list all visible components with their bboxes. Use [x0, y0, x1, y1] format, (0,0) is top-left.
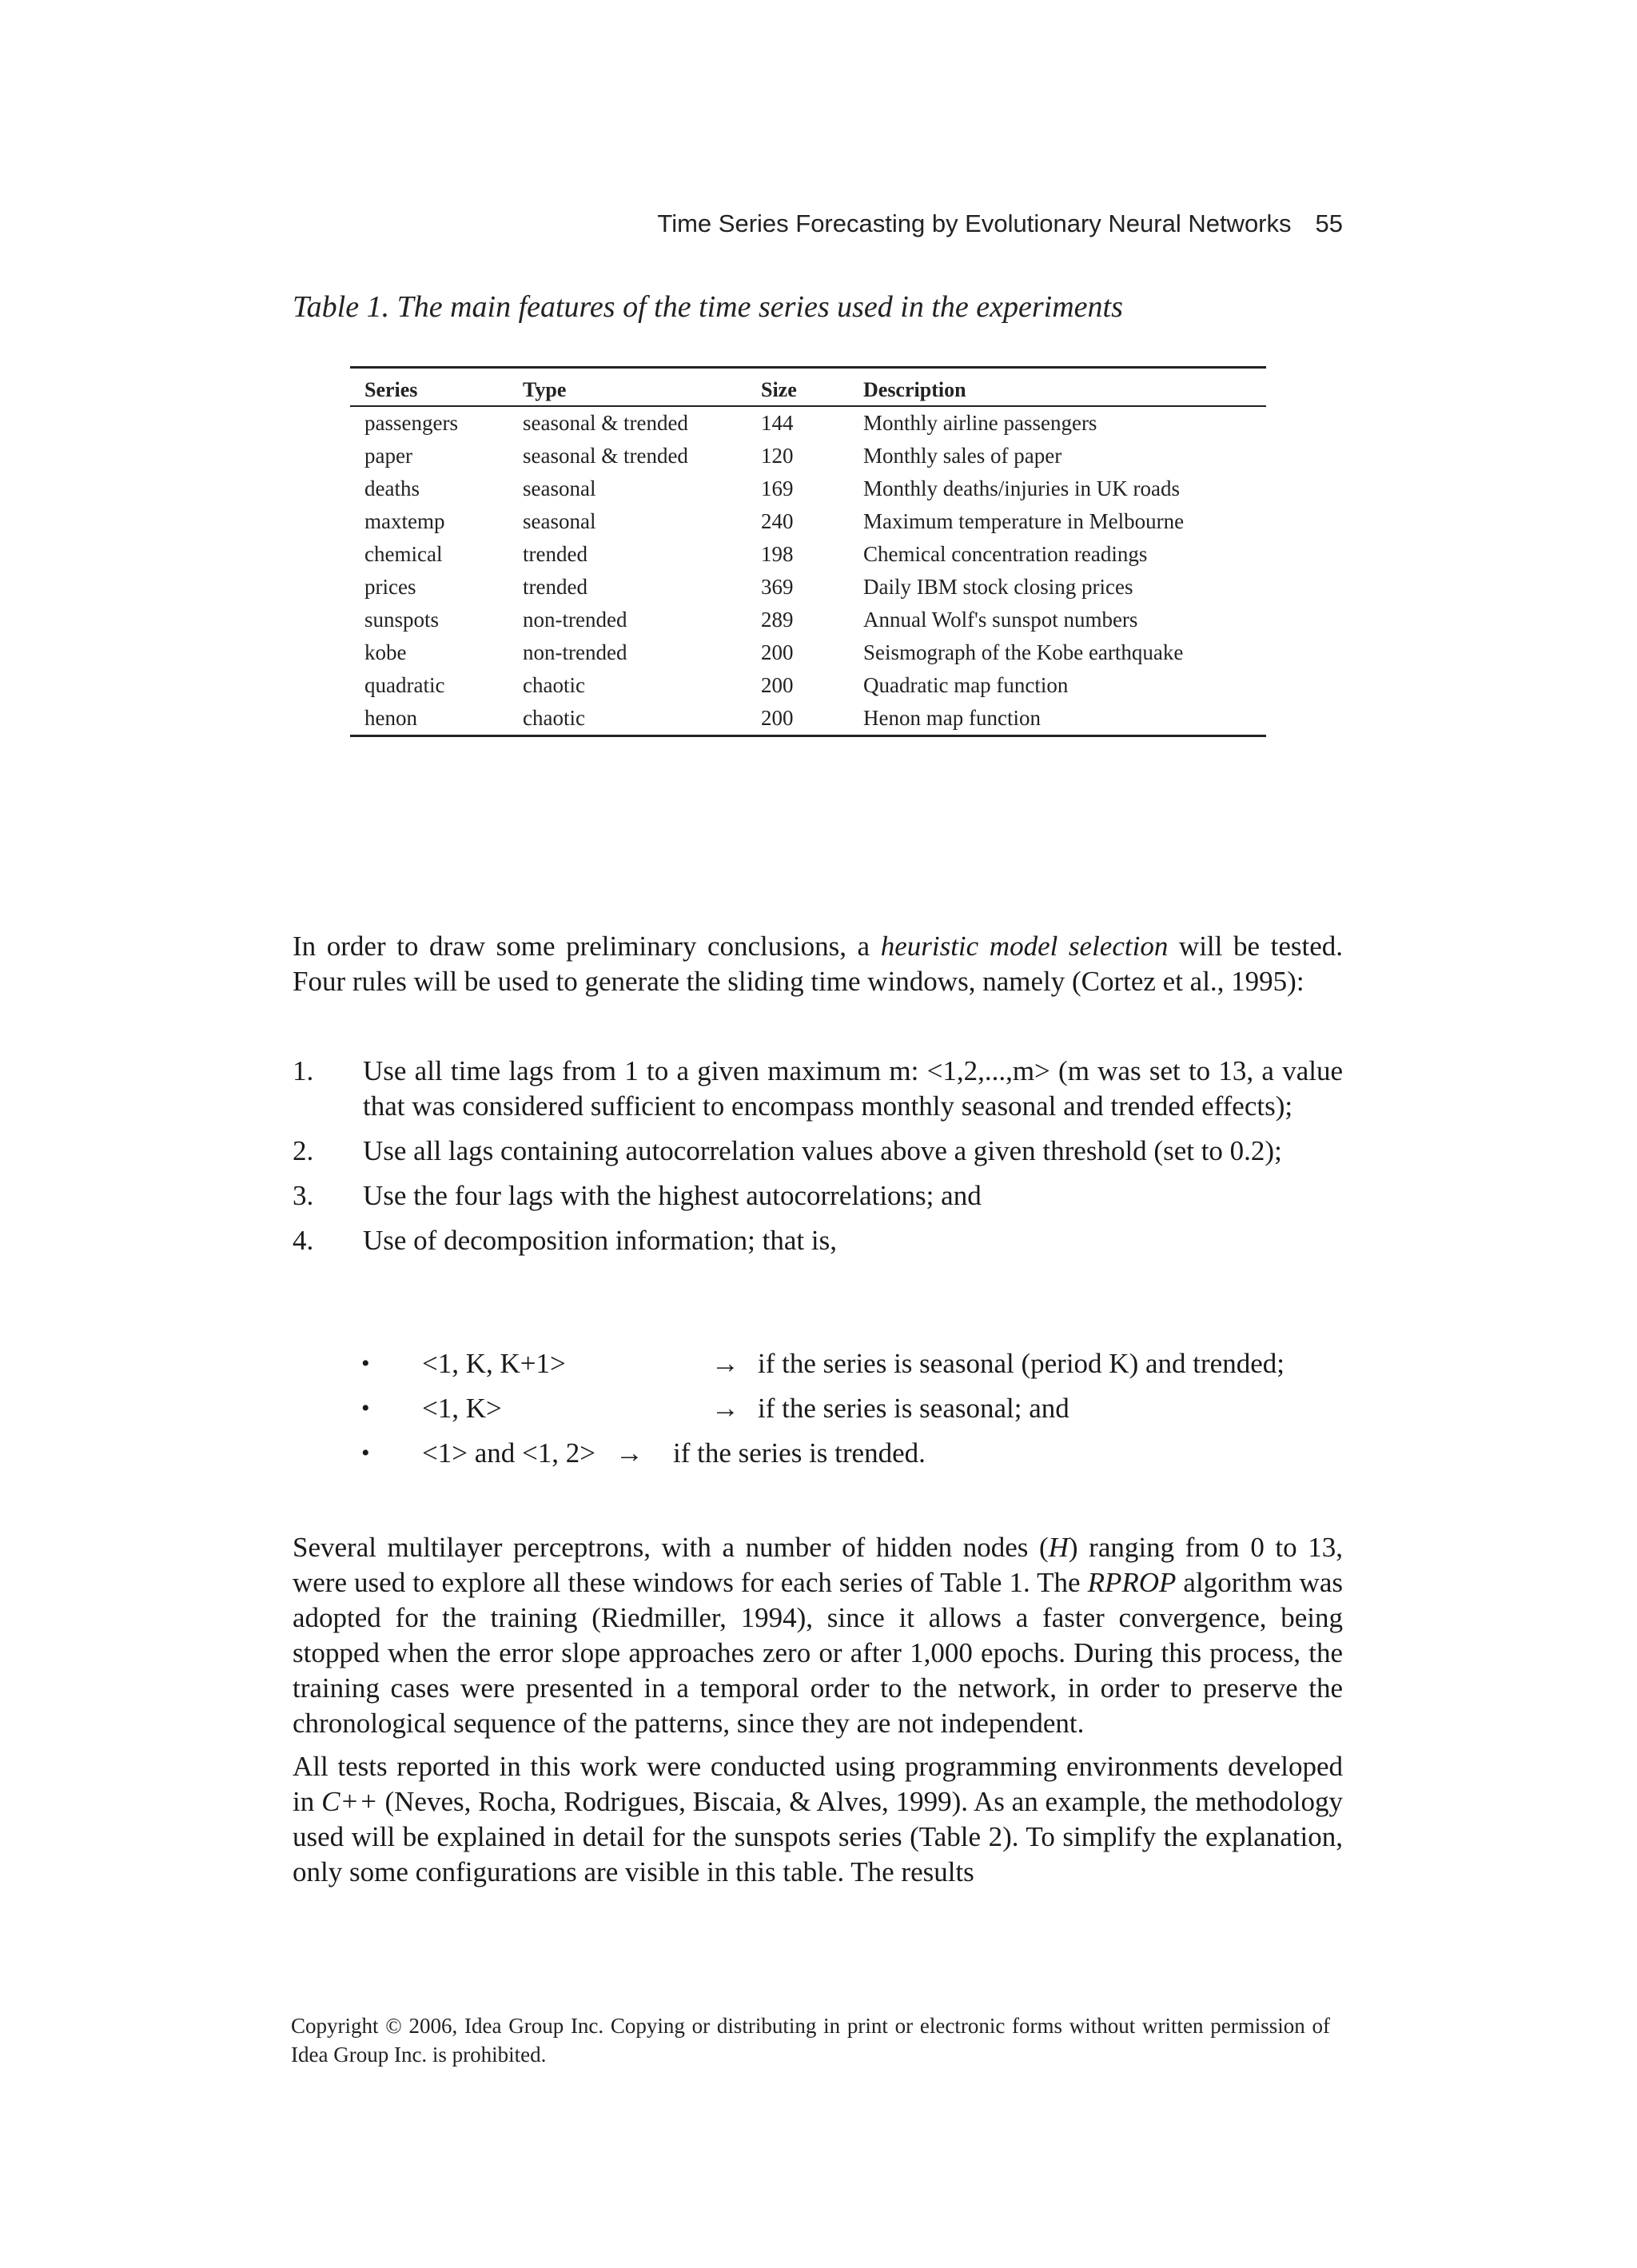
text-run: algorithm was adopted for the training (Riedmiller, 1994), since it allows a faster convergence, being stopped when the error slope approaches zero or after 1,000 epochs. During this process, the training cases were presented in a temporal order to the network, in order to preserve the chronological sequence of the patterns, since they are not independent.	[293, 1567, 1343, 1739]
cell-type: chaotic	[508, 702, 747, 736]
bullet-icon: •	[361, 1440, 370, 1466]
condition-text: if the series is trended.	[673, 1437, 926, 1469]
table-caption: Table 1. The main features of the time series used in the experiments	[293, 290, 1123, 324]
list-text: Use all lags containing autocorrelation values above a given threshold (set to 0.2);	[363, 1135, 1282, 1166]
table-row	[350, 669, 1266, 702]
condition-text: if the series is seasonal; and	[758, 1393, 1069, 1424]
running-head	[288, 209, 1343, 238]
cell-type: trended	[523, 575, 587, 599]
cell-description: Monthly airline passengers	[863, 411, 1097, 435]
features-table	[350, 366, 1266, 737]
copyright-notice: Copyright © 2006, Idea Group Inc. Copying or distributing in print or electronic forms without written permission of Idea Group Inc. is prohibited.	[291, 2014, 1330, 2067]
lag-set: <1, K>	[422, 1393, 502, 1424]
text-run: will be tested. Four rules will be used to generate the sliding time windows, namely (Cortez et al., 1995):	[293, 931, 1344, 997]
list-number: 4.	[293, 1225, 314, 1256]
cell-description: Monthly sales of paper	[863, 444, 1062, 468]
emphasis: heuristic model selection	[880, 931, 1169, 962]
paragraph-heuristic	[293, 929, 1343, 999]
cell-type: seasonal	[523, 476, 596, 500]
cell-series: quadratic	[364, 673, 445, 697]
table-row	[350, 702, 1266, 736]
cell-size: 369	[761, 575, 794, 599]
bullet-icon: •	[361, 1395, 370, 1421]
table-row	[350, 571, 1266, 604]
lag-set: <1, K, K+1>	[422, 1348, 566, 1379]
table-row	[350, 472, 1266, 505]
column-header-description: Description	[849, 368, 1266, 407]
cell-description: Quadratic map function	[863, 673, 1069, 697]
cell-description: Daily IBM stock closing prices	[863, 575, 1133, 599]
cell-series: kobe	[364, 640, 407, 664]
table-header-row	[350, 368, 1266, 407]
cell-type: seasonal	[523, 509, 596, 533]
table-row	[350, 538, 1266, 571]
cell-description: Henon map function	[849, 702, 1266, 736]
bullet-item	[361, 1391, 1343, 1436]
cell-size: 169	[761, 476, 794, 500]
list-text: Use all time lags from 1 to a given maximum m: <1,2,...,m> (m was set to 13, a value that was considered sufficient to encompass monthly seasonal and trended effects);	[363, 1055, 1343, 1122]
column-header-size: Size	[747, 368, 849, 407]
condition-text: if the series is seasonal (period K) and trended;	[758, 1348, 1285, 1379]
emphasis: RPROP	[1087, 1567, 1177, 1598]
cell-size: 198	[761, 542, 794, 566]
cell-size: 200	[761, 640, 794, 664]
emphasis: C++	[321, 1786, 378, 1817]
cell-type: trended	[523, 542, 587, 566]
paragraph-perceptrons	[293, 1530, 1343, 1741]
list-number: 2.	[293, 1135, 314, 1166]
arrow-icon: →	[711, 1393, 739, 1424]
rules-list	[293, 1054, 1343, 1268]
table-row	[350, 505, 1266, 538]
list-item	[293, 1134, 1343, 1169]
cell-series: passengers	[364, 411, 458, 435]
column-header-series: Series	[350, 368, 508, 407]
cell-size: 120	[761, 444, 794, 468]
page-number: 55	[1315, 209, 1343, 237]
table-row	[350, 406, 1266, 440]
cell-series: deaths	[364, 476, 420, 500]
cell-size: 200	[761, 673, 794, 697]
cell-description: Annual Wolf's sunspot numbers	[863, 608, 1138, 632]
cell-description: Seismograph of the Kobe earthquake	[863, 640, 1184, 664]
list-number: 3.	[293, 1180, 314, 1211]
cell-type: non-trended	[523, 608, 627, 632]
table-row	[350, 636, 1266, 669]
cell-type: seasonal & trended	[523, 411, 688, 435]
column-header-type: Type	[508, 368, 747, 407]
list-text: Use of decomposition information; that is,	[363, 1225, 837, 1256]
cell-size: 144	[761, 411, 794, 435]
cell-type: non-trended	[523, 640, 627, 664]
cell-series: chemical	[364, 542, 443, 566]
paragraph-tests	[293, 1749, 1343, 1890]
bullet-icon: •	[361, 1350, 370, 1377]
cell-description: Monthly deaths/injuries in UK roads	[863, 476, 1180, 500]
cell-type: seasonal & trended	[523, 444, 688, 468]
text-run: (Neves, Rocha, Rodrigues, Biscaia, & Alves, 1999). As an example, the methodology used will be explained in detail for the sunspots series (Table 2). To simplify the explanation, only some configurations are visible in this table. The results	[293, 1786, 1343, 1887]
table-row	[350, 440, 1266, 472]
cell-size: 240	[761, 509, 794, 533]
bullet-item	[361, 1436, 1343, 1481]
cell-size: 200	[747, 702, 849, 736]
arrow-icon: →	[615, 1437, 643, 1469]
cell-series: paper	[364, 444, 412, 468]
lag-set: <1> and <1, 2>	[422, 1437, 595, 1469]
bullet-item	[361, 1346, 1343, 1391]
cell-description: Maximum temperature in Melbourne	[863, 509, 1185, 533]
decomposition-list	[361, 1346, 1343, 1481]
running-title: Time Series Forecasting by Evolutionary Neural Networks	[657, 209, 1292, 237]
cell-type: chaotic	[523, 673, 585, 697]
cell-series: prices	[364, 575, 416, 599]
list-item	[293, 1223, 1343, 1258]
text-run: Several multilayer perceptrons, with a number of hidden nodes (	[293, 1532, 1049, 1563]
cell-series: maxtemp	[364, 509, 445, 533]
list-item	[293, 1178, 1343, 1214]
text-run: In order to draw some preliminary conclusions, a	[293, 931, 881, 962]
list-number: 1.	[293, 1055, 314, 1086]
list-text: Use the four lags with the highest autocorrelations; and	[363, 1180, 982, 1211]
arrow-icon: →	[711, 1348, 739, 1379]
emphasis: H	[1048, 1532, 1069, 1563]
cell-series: henon	[350, 702, 508, 736]
list-item	[293, 1054, 1343, 1124]
cell-series: sunspots	[364, 608, 440, 632]
cell-size: 289	[761, 608, 794, 632]
table-row	[350, 604, 1266, 636]
cell-description: Chemical concentration readings	[863, 542, 1148, 566]
text-run: ) ranging from 0 to 13, were used to explore all these windows for each series of Table 1. The	[293, 1532, 1343, 1598]
text-run: All tests reported in this work were conducted using programming environments developed in	[293, 1751, 1343, 1817]
